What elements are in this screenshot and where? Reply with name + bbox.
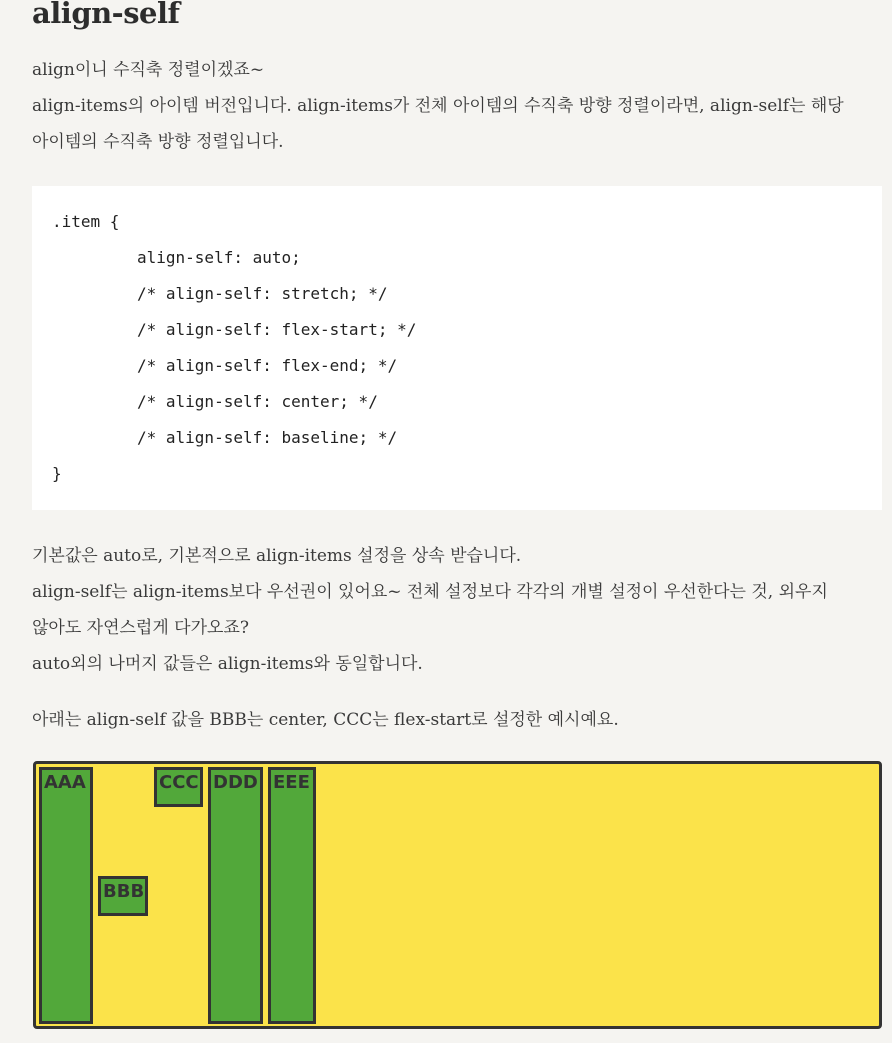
flex-item-aaa: AAA	[39, 767, 93, 1024]
flex-item-eee: EEE	[268, 767, 316, 1024]
example-caption	[32, 702, 888, 738]
code-open-line: .item {	[52, 212, 120, 231]
code-close-line: }	[52, 464, 62, 483]
explanation-line-2: align-self는 align-items보다 우선권이 있어요~ 전체 설정보다 각각의 개별 설정이 우선한다는 것, 외우지	[32, 582, 828, 602]
flex-item-bbb: BBB	[98, 876, 148, 916]
flex-item-ddd: DDD	[208, 767, 263, 1024]
code-line: /* align-self: center; */	[137, 392, 378, 411]
example-caption-text: 아래는 align-self 값을 BBB는 center, CCC는 flex-start로 설정한 예시예요.	[32, 710, 619, 730]
explanation-line-3: 않아도 자연스럽게 다가오죠?	[32, 618, 249, 638]
code-line: /* align-self: flex-start; */	[137, 320, 417, 339]
section-heading: align-self	[32, 0, 180, 30]
explanation-paragraph	[32, 538, 888, 682]
code-line: /* align-self: flex-end; */	[137, 356, 398, 375]
flex-container-demo	[33, 761, 882, 1029]
intro-line-2: align-items의 아이템 버전입니다. align-items가 전체 아이템의 수직축 방향 정렬이라면, align-self는 해당	[32, 96, 844, 116]
explanation-line-1: 기본값은 auto로, 기본적으로 align-items 설정을 상속 받습니다.	[32, 546, 522, 566]
explanation-line-4: auto외의 나머지 값들은 align-items와 동일합니다.	[32, 654, 423, 674]
code-block	[32, 186, 882, 510]
intro-line-1: align이니 수직축 정렬이겠죠~	[32, 60, 265, 80]
flex-item-ccc: CCC	[154, 767, 203, 807]
code-line: /* align-self: stretch; */	[137, 284, 388, 303]
intro-paragraph	[32, 52, 888, 160]
code-line: /* align-self: baseline; */	[137, 428, 398, 447]
intro-line-3: 아이템의 수직축 방향 정렬입니다.	[32, 132, 284, 152]
code-line: align-self: auto;	[137, 248, 301, 267]
